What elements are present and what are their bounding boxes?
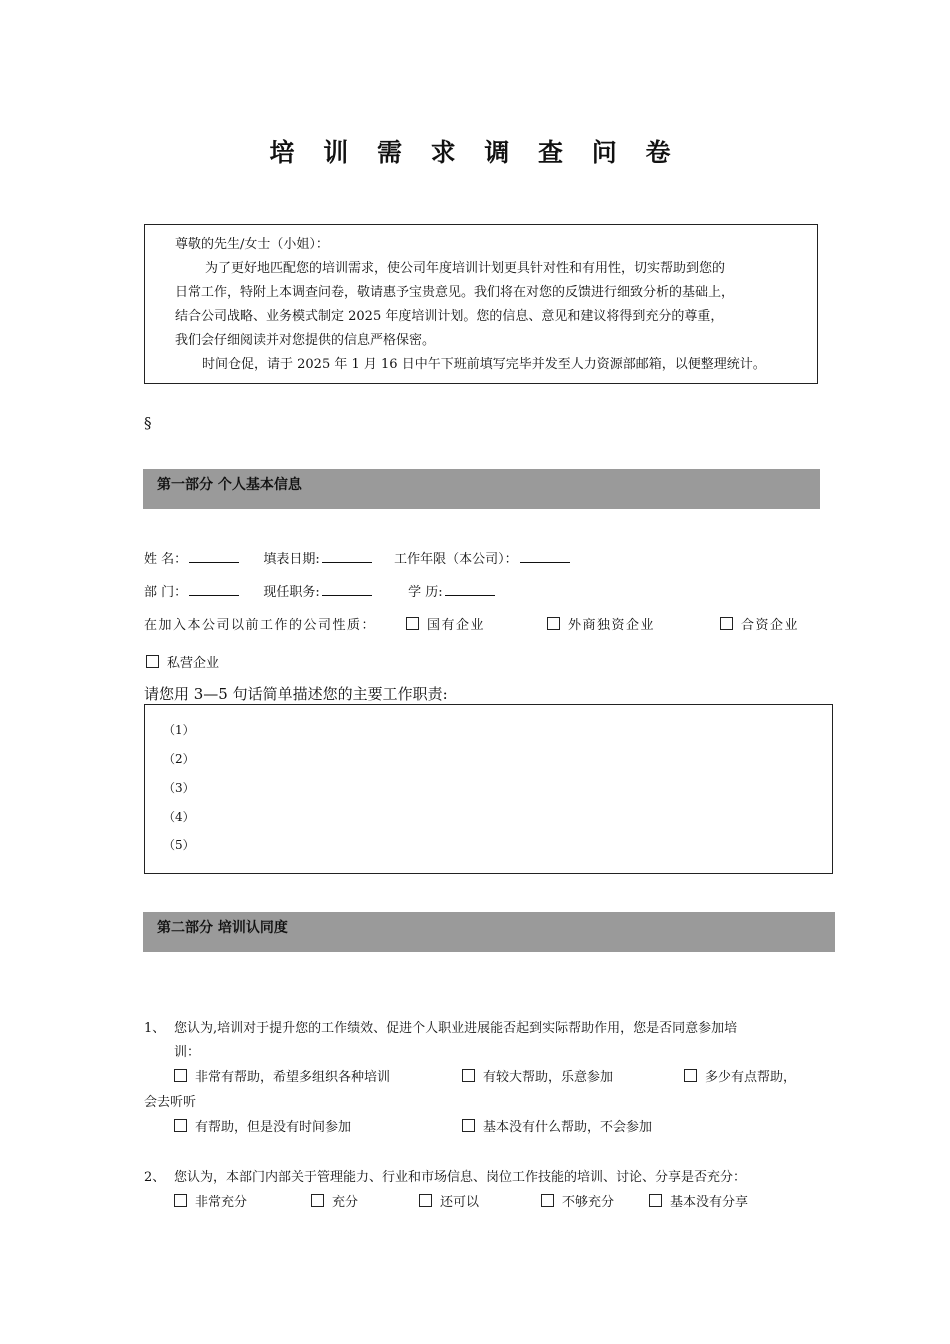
q2-option-5[interactable]: 基本没有分享: [649, 1191, 748, 1210]
checkbox-icon[interactable]: [547, 617, 560, 630]
company-type-label: 在加入本公司以前工作的公司性质：: [144, 618, 377, 633]
dept-label: 部 门：: [144, 585, 188, 600]
q1-option-1[interactable]: 非常有帮助，希望多组织各种培训: [174, 1066, 390, 1085]
intro-deadline: 时间仓促，请于 2025 年 1 月 16 日中午下班前填写完毕并发至人力资源部邮箱，以便整理统计。: [202, 357, 766, 372]
q1-number: 1、: [144, 1021, 166, 1036]
option-state-owned[interactable]: 国有企业: [406, 614, 485, 633]
section-mark: §: [144, 414, 152, 432]
duty-item: （5）: [163, 838, 195, 852]
checkbox-icon[interactable]: [462, 1069, 475, 1082]
q1-option-3-wrap: 会去听听: [144, 1095, 197, 1110]
part1-header: 第一部分 个人基本信息: [143, 469, 820, 509]
duty-item: （1）: [163, 723, 195, 737]
duty-prompt: 请您用 3—5 句话简单描述您的主要工作职责:: [144, 685, 448, 703]
checkbox-icon[interactable]: [406, 617, 419, 630]
intro-paragraph-line: 结合公司战略、业务模式制定 2025 年度培训计划。您的信息、意见和建议将得到充分的尊重，: [175, 309, 724, 324]
years-label: 工作年限（本公司）：: [394, 552, 518, 567]
part2-header: 第二部分 培训认同度: [143, 912, 835, 952]
option-private[interactable]: 私营企业: [146, 652, 219, 671]
q1-option-4[interactable]: 有帮助，但是没有时间参加: [174, 1116, 351, 1135]
option-joint-venture[interactable]: 合资企业: [720, 614, 799, 633]
intro-paragraph-line: 我们会仔细阅读并对您提供的信息严格保密。: [175, 333, 436, 348]
q2-text: 您认为，本部门内部关于管理能力、行业和市场信息、岗位工作技能的培训、讨论、分享是否充分：: [174, 1170, 747, 1185]
q2-option-3[interactable]: 还可以: [419, 1191, 479, 1210]
info-row-1: [144, 548, 572, 567]
duty-item: （2）: [163, 752, 195, 766]
checkbox-icon[interactable]: [174, 1119, 187, 1132]
date-label: 填表日期:: [263, 552, 320, 567]
q2-number: 2、: [144, 1170, 166, 1185]
q1-text-cont: 训：: [174, 1045, 201, 1060]
years-field[interactable]: [520, 548, 570, 563]
q1-option-5[interactable]: 基本没有什么帮助，不会参加: [462, 1116, 652, 1135]
checkbox-icon[interactable]: [174, 1194, 187, 1207]
intro-paragraph-line: 日常工作，特附上本调查问卷，敬请惠予宝贵意见。我们将在对您的反馈进行细致分析的基础上，: [175, 285, 735, 300]
checkbox-icon[interactable]: [649, 1194, 662, 1207]
checkbox-icon[interactable]: [720, 617, 733, 630]
intro-paragraph-line: 为了更好地匹配您的培训需求，使公司年度培训计划更具针对性和有用性，切实帮助到您的: [205, 261, 726, 276]
q2-option-1[interactable]: 非常充分: [174, 1191, 247, 1210]
checkbox-icon[interactable]: [146, 655, 159, 668]
option-foreign-owned[interactable]: 外商独资企业: [547, 614, 655, 633]
edu-field[interactable]: [445, 581, 495, 596]
q1-option-2[interactable]: 有较大帮助，乐意参加: [462, 1066, 613, 1085]
checkbox-icon[interactable]: [684, 1069, 697, 1082]
duty-textarea[interactable]: [144, 704, 833, 874]
page-title: 培 训 需 求 调 查 问 卷: [269, 138, 681, 167]
intro-greeting: 尊敬的先生/女士（小姐）：: [175, 237, 329, 252]
date-field[interactable]: [322, 548, 372, 563]
intro-box: [144, 224, 818, 384]
checkbox-icon[interactable]: [174, 1069, 187, 1082]
q2-option-2[interactable]: 充分: [311, 1191, 358, 1210]
checkbox-icon[interactable]: [311, 1194, 324, 1207]
checkbox-icon[interactable]: [462, 1119, 475, 1132]
duty-item: （4）: [163, 810, 195, 824]
q2-option-4[interactable]: 不够充分: [541, 1191, 614, 1210]
position-label: 现任职务:: [263, 585, 320, 600]
checkbox-icon[interactable]: [419, 1194, 432, 1207]
name-label: 姓 名：: [144, 552, 188, 567]
edu-label: 学 历:: [408, 585, 443, 600]
q1-option-3[interactable]: 多少有点帮助，: [684, 1066, 796, 1085]
duty-item: （3）: [163, 781, 195, 795]
name-field[interactable]: [189, 548, 239, 563]
info-row-2: [144, 581, 497, 600]
position-field[interactable]: [322, 581, 372, 596]
q1-text: 您认为,培训对于提升您的工作绩效、促进个人职业进展能否起到实际帮助作用，您是否同意参加培: [174, 1021, 738, 1036]
dept-field[interactable]: [189, 581, 239, 596]
checkbox-icon[interactable]: [541, 1194, 554, 1207]
